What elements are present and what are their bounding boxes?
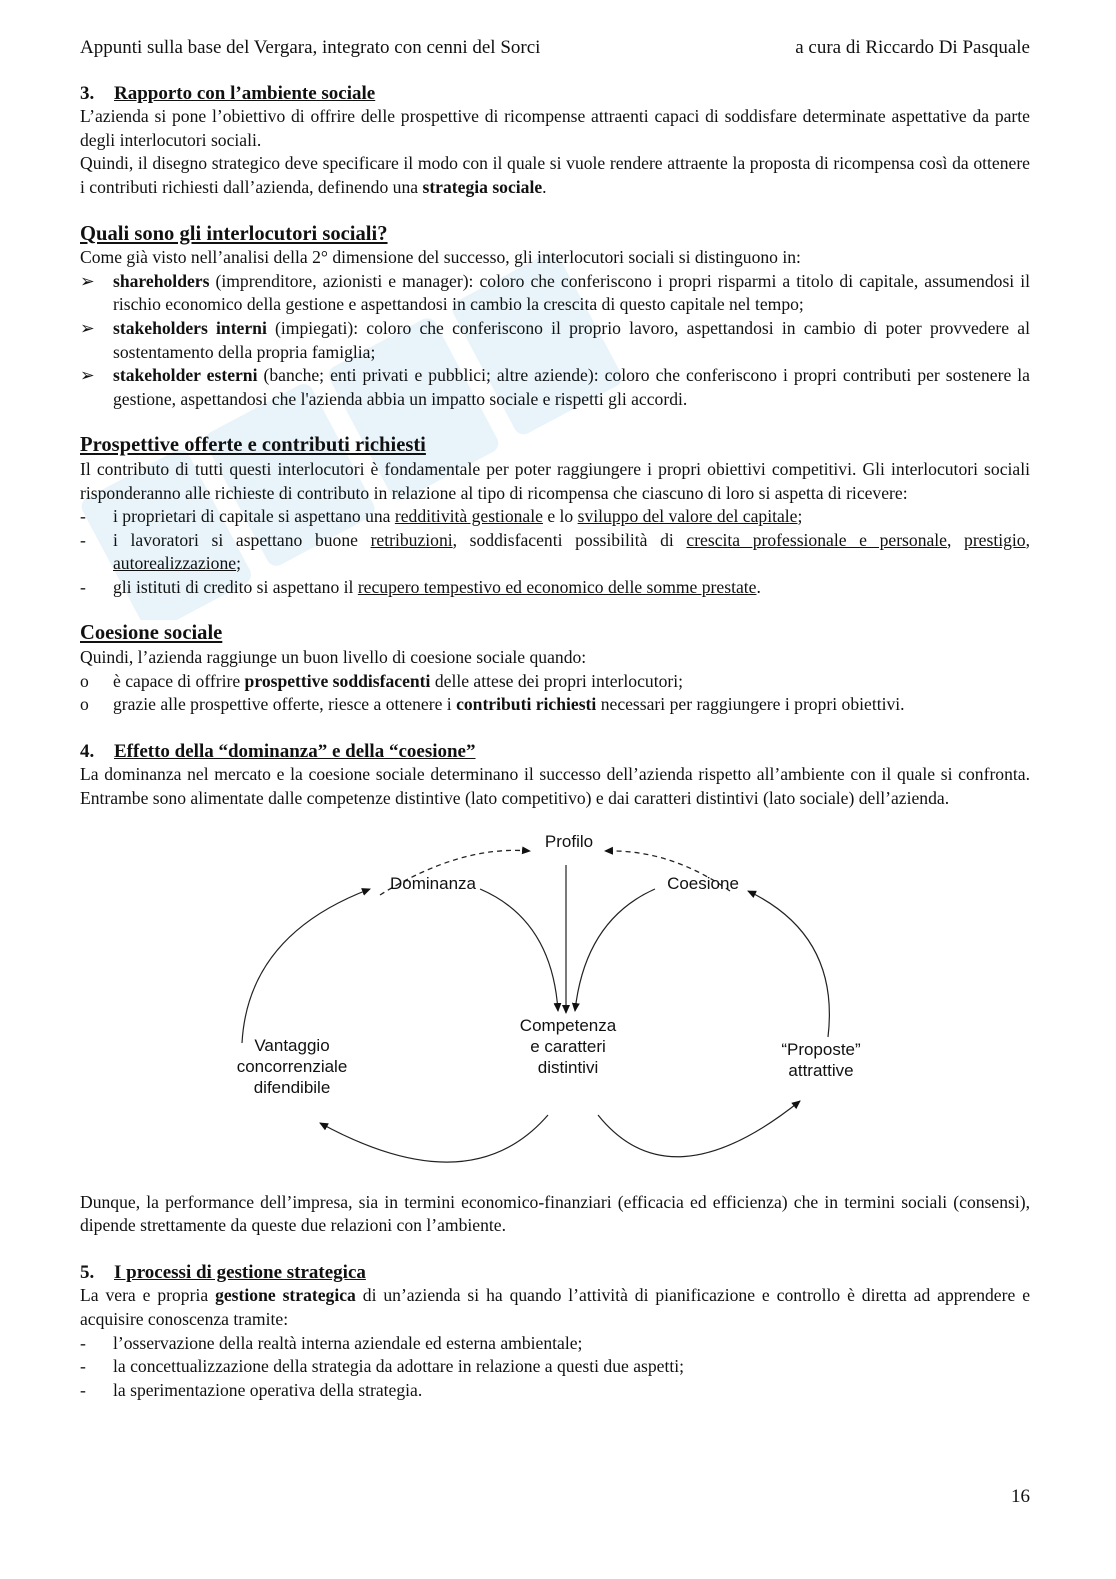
diagram-label-dominanza: Dominanza xyxy=(390,873,476,893)
section-5-title xyxy=(80,1261,1030,1285)
list-item: ➢ stakeholder esterni (banche; enti privati e pubblici; altre aziende): coloro che conferiscono i propri contributi per sostenere la gestione, aspettandosi che l'azienda abbia un impatto sociale e rispetti gli accordi. xyxy=(80,365,1030,409)
section-title-text: I processi di gestione strategica xyxy=(114,1261,366,1283)
arrow-bullet-icon: ➢ xyxy=(80,270,95,291)
list-item: ➢ stakeholders interni (impiegati): coloro che conferiscono il proprio lavoro, aspettandosi in cambio di poter provvedere al sostentamento della propria famiglia; xyxy=(80,317,1030,362)
diagram-label-profilo: Profilo xyxy=(544,831,594,851)
arrow-bullet-icon: ➢ xyxy=(80,365,95,386)
arrow-dominanza-competenza xyxy=(480,889,558,1011)
paragraph: L’azienda si pone l’obiettivo di offrire delle prospettive di ricompense attraenti capaci di soddisfare determinate aspettative da parte degli interlocutori sociali. xyxy=(80,106,1030,150)
paragraph: La vera e propria gestione strategica di un’azienda si ha quando l’attività di pianificazione e controllo è diretta ad apprendere e acquisire conoscenza tramite: xyxy=(80,1285,1031,1329)
list-item: - gli istituti di credito si aspettano il recupero tempestivo ed economico delle somme prestate. xyxy=(80,576,761,597)
list-item: - la sperimentazione operativa della strategia. xyxy=(80,1379,423,1400)
diagram-arrows xyxy=(80,825,1030,1175)
section-number: 5. xyxy=(80,1261,95,1283)
list-item: - l’osservazione della realtà interna aziendale ed esterna ambientale; xyxy=(80,1332,583,1353)
page-number: 16 xyxy=(1011,1486,1030,1507)
paragraph: Dunque, la performance dell’impresa, sia in termini economico-finanziari (efficacia ed efficienza) che in termini sociali (consensi), dipende strettamente da queste due relazioni con l’ambiente. xyxy=(80,1191,1030,1236)
paragraph: Come già visto nell’analisi della 2° dimensione del successo, gli interlocutori sociali si distinguono in: xyxy=(80,247,801,268)
arrow-proposte-coesione xyxy=(748,891,829,1037)
section-title-text: Effetto della “dominanza” e della “coesione” xyxy=(114,740,476,762)
document-page xyxy=(80,36,1030,1402)
diagram-label-vantaggio: Vantaggio concorrenziale difendibile xyxy=(236,1035,348,1097)
arrow-bullet-icon: ➢ xyxy=(80,317,95,338)
diagram-label-proposte: “Proposte” attrattive xyxy=(781,1039,861,1080)
section-3-title xyxy=(80,82,1030,106)
list-item: - i lavoratori si aspettano buone retribuzioni, soddisfacenti possibilità di crescita professionale e personale, prestigio, autorealizzazione; xyxy=(80,529,1031,574)
arrow-coesione-competenza xyxy=(575,889,655,1011)
diagram-label-competenza: Competenza e caratteri distintivi xyxy=(519,1015,617,1077)
paragraph: Quindi, il disegno strategico deve specificare il modo con il quale si vuole rendere attraente la proposta di ricompensa così da ottenere i contributi richiesti dall’azienda, definendo una strategia sociale. xyxy=(80,153,1030,197)
paragraph: Quindi, l’azienda raggiunge un buon livello di coesione sociale quando: xyxy=(80,647,587,668)
section-title-text: Rapporto con l’ambiente sociale xyxy=(114,82,376,104)
header-right: a cura di Riccardo Di Pasquale xyxy=(795,37,1030,58)
list-item: o è capace di offrire prospettive soddisfacenti delle attese dei propri interlocutori; xyxy=(80,670,684,691)
diagram-label-coesione: Coesione xyxy=(667,873,739,893)
arrow-competenza-vantaggio xyxy=(320,1115,548,1162)
list-item: - i proprietari di capitale si aspettano una redditività gestionale e lo sviluppo del valore del capitale; xyxy=(80,506,803,527)
list-item: - la concettualizzazione della strategia da adottare in relazione a questi due aspetti; xyxy=(80,1356,685,1377)
subsection-title: Coesione sociale xyxy=(80,622,223,645)
section-number: 3. xyxy=(80,82,95,104)
arrow-list xyxy=(80,270,1030,412)
list-item: o grazie alle prospettive offerte, riesce a ottenere i contributi richiesti necessari per raggiungere i propri obiettivi. xyxy=(80,694,905,715)
section-number: 4. xyxy=(80,740,95,762)
dash-list xyxy=(80,505,1030,599)
arrow-competenza-proposte xyxy=(598,1101,800,1157)
dominanza-coesione-diagram xyxy=(80,825,1030,1175)
section-4-title xyxy=(80,740,1030,764)
paragraph: Il contributo di tutti questi interlocutori è fondamentale per poter raggiungere i propri obiettivi competitivi. Gli interlocutori sociali risponderanno alle richieste di contributo in relazione al tipo di ricompensa che ciascuno di loro si aspetta di ricevere: xyxy=(80,458,1030,503)
list-item: ➢ shareholders (imprenditore, azionisti e manager): coloro che conferiscono i propri risparmi a titolo di capitale, assumendosi il rischio economico della gestione e aspettandosi in cambio la crescita di questo capitale nel tempo; xyxy=(80,270,1030,315)
page-header xyxy=(80,36,1030,60)
circle-list xyxy=(80,670,1030,717)
paragraph: La dominanza nel mercato e la coesione sociale determinano il successo dell’azienda rispetto all’ambiente con il quale si confronta. Entrambe sono alimentate dalle competenze distintive (lato competitivo) e dai caratteri distintivi (lato sociale) dell’azienda. xyxy=(80,764,1030,809)
arrow-vantaggio-dominanza xyxy=(242,889,370,1043)
subsection-title: Quali sono gli interlocutori sociali? xyxy=(80,222,388,245)
header-left: Appunti sulla base del Vergara, integrato con cenni del Sorci xyxy=(80,37,541,58)
dash-list xyxy=(80,1332,1030,1403)
subsection-title: Prospettive offerte e contributi richiesti xyxy=(80,434,426,457)
